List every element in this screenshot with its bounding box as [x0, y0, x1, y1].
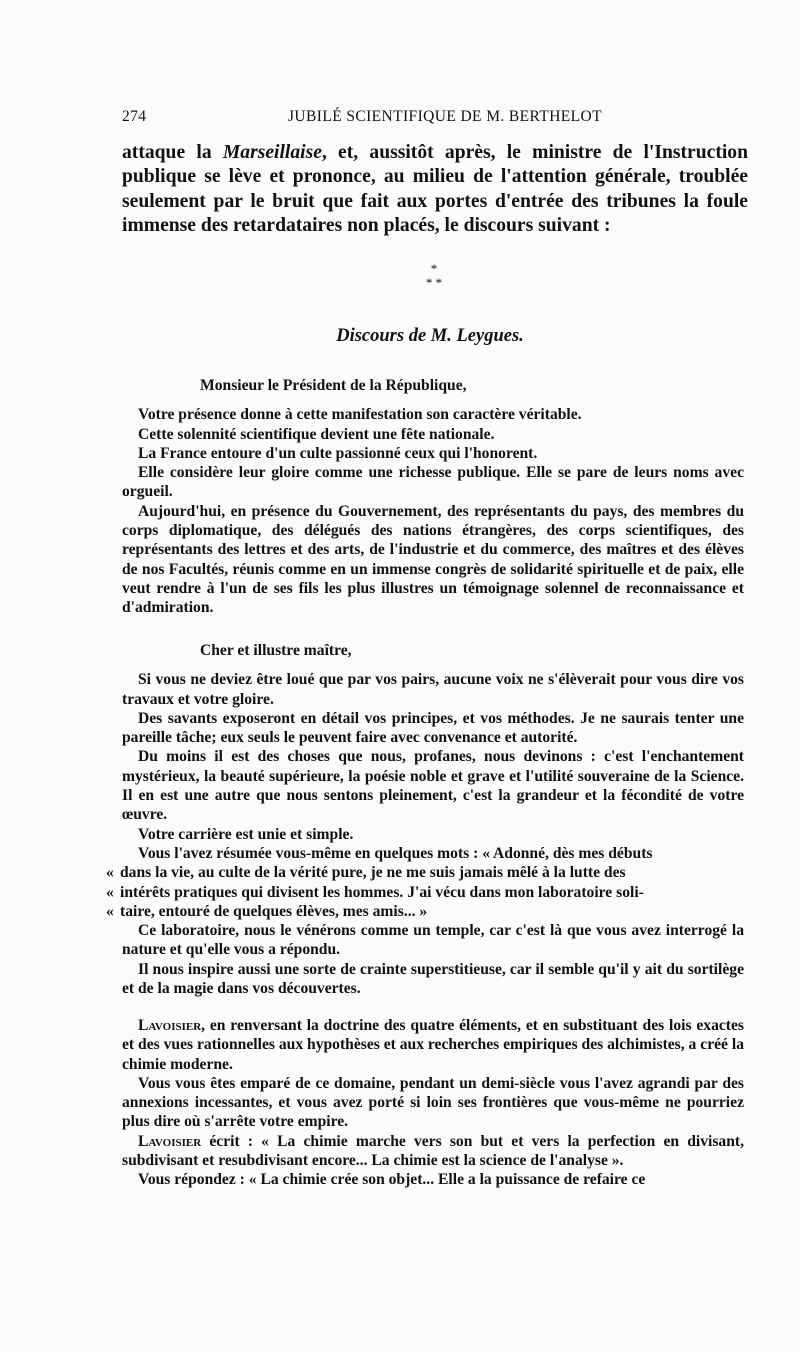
- quote-line: « taire, entouré de quelques élèves, mes amis... »: [106, 902, 428, 920]
- lavoisier-name: Lavoisier: [138, 1132, 202, 1150]
- salutation-president: Monsieur le Président de la République,: [200, 377, 467, 394]
- paragraph: Des savants exposeront en détail vos principes, et vos méthodes. Je ne saurais tenter une pareille tâche; eux seuls le peuvent faire avec convenance et autorité.: [122, 709, 744, 747]
- running-title: JUBILÉ SCIENTIFIQUE DE M. BERTHELOT: [288, 108, 603, 125]
- paragraph: La France entoure d'un culte passionné ceux qui l'honorent.: [138, 444, 538, 462]
- quote-line: « dans la vie, au culte de la vérité pure, je ne me suis jamais mêlé à la lutte des: [106, 864, 626, 882]
- paragraph: Si vous ne deviez être loué que par vos pairs, aucune voix ne s'élèverait pour vous dire vos travaux et votre gloire.: [122, 671, 744, 708]
- salutation-maitre: Cher et illustre maître,: [200, 642, 352, 659]
- paragraph: Ce laboratoire, nous le vénérons comme un temple, car c'est là que vous avez interrogé la nature et qu'elle vous a répondu.: [122, 922, 744, 959]
- marseillaise-title: Marseillaise: [222, 142, 322, 163]
- quote-line: « intérêts pratiques qui divisent les hommes. J'ai vécu dans mon laboratoire soli-: [106, 883, 644, 901]
- paragraph: Votre carrière est unie et simple.: [138, 825, 354, 843]
- paragraph: Aujourd'hui, en présence du Gouvernement, des représentants du pays, des membres du corps diplomatique, des délégués des nations étrangères, des corps scientifiques, des représentants des lettres et des arts, de l'industrie et du commerce, des maîtres et des élèves de nos Facultés, réunis comme en un immense congrès de solidarité spirituelle et de paix, elle veut rendre à l'un de ses fils les plus illustres un témoignage solennel de reconnaissance et d'admiration.: [122, 502, 744, 617]
- paragraph: Votre présence donne à cette manifestation son caractère véritable.: [138, 406, 582, 424]
- paragraph: Lavoisier, en renversant la doctrine des quatre éléments, et en substituant des lois exactes et des vues rationnelles aux hypothèses et aux recherches empiriques des alchimistes, a créé la chimie moderne.: [122, 1017, 744, 1073]
- asterism-ornament: * * *: [425, 261, 443, 290]
- intro-paragraph: attaque la Marseillaise, et, aussitôt après, le ministre de l'Instruction publique se lève et prononce, au milieu de l'attention générale, troublée seulement par le bruit que fait aux portes d'entrée des tribunes la foule immense des retardataires non placés, le discours suivant :: [122, 142, 748, 236]
- paragraph: Du moins il est des choses que nous, profanes, nous devinons : c'est l'enchantement mystérieux, la beauté supérieure, la poésie noble et grave et l'utilité souveraine de la Science. Il en est une autre que nous sentons pleinement, c'est la grandeur et la fécondité de votre œuvre.: [122, 748, 744, 824]
- paragraph: Vous vous êtes emparé de ce domaine, pendant un demi-siècle vous l'avez agrandi par des annexions incessantes, et vous avez porté si loin ses frontières que vous-même ne pourriez plus dire où s'arrête votre empire.: [122, 1074, 744, 1131]
- paragraph: Cette solennité scientifique devient une fête nationale.: [138, 425, 495, 443]
- paragraph: Elle considère leur gloire comme une richesse publique. Elle se pare de leurs noms avec orgueil.: [122, 464, 744, 501]
- speech-block-1: [122, 376, 744, 618]
- paragraph: Il nous inspire aussi une sorte de crainte superstitieuse, car il semble qu'il y ait du sortilège et de la magie dans vos découvertes.: [122, 960, 744, 998]
- paragraph: Vous l'avez résumée vous-même en quelques mots : « Adonné, dès mes débuts: [138, 844, 653, 862]
- speech-block-2: [106, 641, 744, 998]
- lavoisier-name: Lavoisier: [138, 1017, 202, 1034]
- berthelot-quote: [106, 863, 744, 921]
- page-number: 274: [122, 108, 147, 125]
- section-title: Discours de M. Leygues.: [336, 326, 524, 346]
- paragraph: Vous répondez : « La chimie crée son objet... Elle a la puissance de refaire ce: [138, 1171, 646, 1189]
- paragraph: Lavoisier écrit : « La chimie marche vers son but et vers la perfection en divisant, subdivisant et resubdivisant encore... La chimie est la science de l'analyse ».: [122, 1132, 744, 1170]
- speech-block-3: [122, 1016, 744, 1190]
